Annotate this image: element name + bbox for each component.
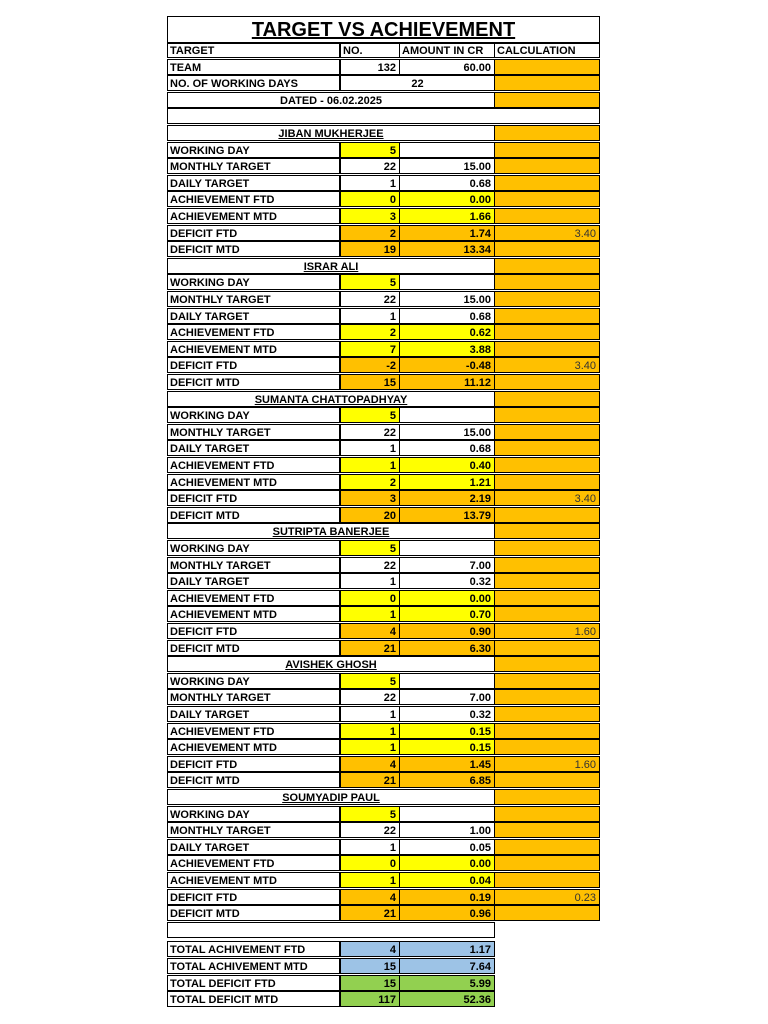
deficit-ftd-no[interactable]: 4 (340, 756, 400, 772)
monthly-target-row (167, 822, 600, 838)
total-amount[interactable]: 7.64 (399, 958, 495, 974)
total-label[interactable]: TOTAL DEFICIT MTD (167, 991, 340, 1007)
daily-target-amount[interactable]: 0.68 (399, 308, 495, 324)
working-day-calc[interactable] (494, 540, 600, 556)
header-calculation[interactable]: CALCULATION (494, 42, 600, 58)
deficit-ftd-label[interactable]: DEFICIT FTD (167, 623, 340, 639)
deficit-mtd-no[interactable]: 21 (340, 905, 400, 921)
total-row (167, 941, 600, 957)
team-no[interactable]: 132 (340, 59, 400, 75)
monthly-target-row (167, 424, 600, 440)
working-day-calc[interactable] (494, 142, 600, 158)
dated-label[interactable]: DATED - 06.02.2025 (167, 92, 495, 108)
person-calc[interactable] (494, 391, 600, 407)
working-days-row (167, 75, 600, 91)
achievement-ftd-row (167, 324, 600, 340)
daily-target-row (167, 573, 600, 589)
daily-target-calc[interactable] (494, 308, 600, 324)
monthly-target-calc[interactable] (494, 424, 600, 440)
working-day-amount[interactable] (399, 142, 495, 158)
header-no[interactable]: NO. (340, 42, 400, 58)
monthly-target-amount[interactable]: 15.00 (399, 424, 495, 440)
achievement-ftd-label[interactable]: ACHIEVEMENT FTD (167, 324, 340, 340)
deficit-ftd-amount[interactable]: 0.90 (399, 623, 495, 639)
working-day-no[interactable]: 5 (340, 806, 400, 822)
person-name-row (167, 391, 600, 407)
working-day-amount[interactable] (399, 407, 495, 423)
deficit-mtd-amount[interactable]: 11.12 (399, 374, 495, 390)
daily-target-no[interactable]: 1 (340, 706, 400, 722)
deficit-mtd-calc[interactable] (494, 507, 600, 523)
daily-target-row (167, 706, 600, 722)
daily-target-label[interactable]: DAILY TARGET (167, 706, 340, 722)
deficit-ftd-amount[interactable]: 2.19 (399, 490, 495, 506)
deficit-mtd-calc[interactable] (494, 640, 600, 656)
achievement-mtd-row (167, 872, 600, 888)
person-calc[interactable] (494, 656, 600, 672)
achievement-ftd-no[interactable]: 1 (340, 457, 400, 473)
daily-target-no[interactable]: 1 (340, 175, 400, 191)
monthly-target-amount[interactable]: 1.00 (399, 822, 495, 838)
achievement-mtd-label[interactable]: ACHIEVEMENT MTD (167, 341, 340, 357)
deficit-mtd-no[interactable]: 19 (340, 241, 400, 257)
achievement-ftd-label[interactable]: ACHIEVEMENT FTD (167, 855, 340, 871)
total-row (167, 991, 600, 1007)
deficit-mtd-calc[interactable] (494, 241, 600, 257)
working-day-no[interactable]: 5 (340, 407, 400, 423)
monthly-target-label[interactable]: MONTHLY TARGET (167, 822, 340, 838)
achievement-ftd-no[interactable]: 0 (340, 590, 400, 606)
achievement-mtd-no[interactable]: 2 (340, 474, 400, 490)
deficit-ftd-label[interactable]: DEFICIT FTD (167, 756, 340, 772)
working-day-calc[interactable] (494, 673, 600, 689)
working-days-value[interactable]: 22 (340, 75, 495, 91)
deficit-ftd-calc[interactable]: 3.40 (494, 357, 600, 373)
deficit-mtd-no[interactable]: 20 (340, 507, 400, 523)
achievement-ftd-calc[interactable] (494, 191, 600, 207)
daily-target-no[interactable]: 1 (340, 440, 400, 456)
working-day-label[interactable]: WORKING DAY (167, 540, 340, 556)
daily-target-no[interactable]: 1 (340, 573, 400, 589)
daily-target-calc[interactable] (494, 440, 600, 456)
achievement-ftd-calc[interactable] (494, 457, 600, 473)
achievement-mtd-row (167, 606, 600, 622)
deficit-ftd-row (167, 889, 600, 905)
working-day-calc[interactable] (494, 407, 600, 423)
person-name-row (167, 258, 600, 274)
deficit-mtd-calc[interactable] (494, 374, 600, 390)
deficit-mtd-row (167, 241, 600, 257)
daily-target-label[interactable]: DAILY TARGET (167, 175, 340, 191)
deficit-mtd-row (167, 772, 600, 788)
achievement-ftd-label[interactable]: ACHIEVEMENT FTD (167, 590, 340, 606)
total-label[interactable]: TOTAL ACHIVEMENT FTD (167, 941, 340, 957)
achievement-mtd-calc[interactable] (494, 606, 600, 622)
deficit-mtd-amount[interactable]: 6.85 (399, 772, 495, 788)
working-day-no[interactable]: 5 (340, 142, 400, 158)
deficit-mtd-calc[interactable] (494, 772, 600, 788)
achievement-mtd-no[interactable]: 1 (340, 739, 400, 755)
achievement-mtd-row (167, 739, 600, 755)
deficit-mtd-no[interactable]: 21 (340, 640, 400, 656)
monthly-target-no[interactable]: 22 (340, 158, 400, 174)
achievement-ftd-no[interactable]: 2 (340, 324, 400, 340)
achievement-ftd-row (167, 855, 600, 871)
daily-target-amount[interactable]: 0.68 (399, 440, 495, 456)
working-day-row (167, 806, 600, 822)
achievement-mtd-no[interactable]: 1 (340, 606, 400, 622)
deficit-ftd-no[interactable]: -2 (340, 357, 400, 373)
working-day-no[interactable]: 5 (340, 540, 400, 556)
achievement-ftd-amount[interactable]: 0.15 (399, 723, 495, 739)
deficit-ftd-calc[interactable]: 0.23 (494, 889, 600, 905)
achievement-mtd-amount[interactable]: 0.04 (399, 872, 495, 888)
monthly-target-row (167, 158, 600, 174)
deficit-ftd-calc[interactable]: 3.40 (494, 225, 600, 241)
working-day-amount[interactable] (399, 274, 495, 290)
monthly-target-no[interactable]: 22 (340, 689, 400, 705)
person-name[interactable]: AVISHEK GHOSH (167, 656, 495, 672)
monthly-target-calc[interactable] (494, 291, 600, 307)
achievement-ftd-label[interactable]: ACHIEVEMENT FTD (167, 191, 340, 207)
achievement-mtd-amount[interactable]: 1.66 (399, 208, 495, 224)
monthly-target-row (167, 291, 600, 307)
monthly-target-no[interactable]: 22 (340, 822, 400, 838)
monthly-target-label[interactable]: MONTHLY TARGET (167, 557, 340, 573)
deficit-mtd-row (167, 905, 600, 921)
dated-row (167, 92, 600, 108)
deficit-mtd-label[interactable]: DEFICIT MTD (167, 640, 340, 656)
daily-target-label[interactable]: DAILY TARGET (167, 573, 340, 589)
blank-row (167, 108, 600, 124)
person-name[interactable]: JIBAN MUKHERJEE (167, 125, 495, 141)
achievement-ftd-amount[interactable]: 0.00 (399, 191, 495, 207)
monthly-target-calc[interactable] (494, 822, 600, 838)
person-name[interactable]: SUTRIPTA BANERJEE (167, 523, 495, 539)
working-day-calc[interactable] (494, 806, 600, 822)
total-no[interactable]: 117 (340, 991, 400, 1007)
deficit-mtd-amount[interactable]: 6.30 (399, 640, 495, 656)
deficit-ftd-amount[interactable]: 0.19 (399, 889, 495, 905)
deficit-mtd-calc[interactable] (494, 905, 600, 921)
person-calc[interactable] (494, 125, 600, 141)
achievement-mtd-row (167, 341, 600, 357)
monthly-target-calc[interactable] (494, 689, 600, 705)
total-no[interactable]: 4 (340, 941, 400, 957)
deficit-mtd-amount[interactable]: 13.34 (399, 241, 495, 257)
person-name[interactable]: SOUMYADIP PAUL (167, 789, 495, 805)
deficit-ftd-amount[interactable]: 1.74 (399, 225, 495, 241)
deficit-mtd-row (167, 640, 600, 656)
achievement-mtd-no[interactable]: 3 (340, 208, 400, 224)
daily-target-label[interactable]: DAILY TARGET (167, 440, 340, 456)
total-amount[interactable]: 1.17 (399, 941, 495, 957)
achievement-mtd-calc[interactable] (494, 872, 600, 888)
working-day-label[interactable]: WORKING DAY (167, 274, 340, 290)
total-row (167, 958, 600, 974)
achievement-mtd-amount[interactable]: 1.21 (399, 474, 495, 490)
achievement-mtd-label[interactable]: ACHIEVEMENT MTD (167, 208, 340, 224)
person-calc[interactable] (494, 523, 600, 539)
achievement-ftd-row (167, 191, 600, 207)
achievement-ftd-calc[interactable] (494, 723, 600, 739)
person-calc[interactable] (494, 258, 600, 274)
deficit-ftd-row (167, 357, 600, 373)
person-name[interactable]: SUMANTA CHATTOPADHYAY (167, 391, 495, 407)
team-calc[interactable] (494, 59, 600, 75)
team-row (167, 59, 600, 75)
achievement-ftd-label[interactable]: ACHIEVEMENT FTD (167, 723, 340, 739)
deficit-mtd-label[interactable]: DEFICIT MTD (167, 772, 340, 788)
deficit-mtd-label[interactable]: DEFICIT MTD (167, 374, 340, 390)
header-target[interactable]: TARGET (167, 42, 340, 58)
daily-target-row (167, 175, 600, 191)
deficit-ftd-no[interactable]: 2 (340, 225, 400, 241)
achievement-mtd-calc[interactable] (494, 341, 600, 357)
working-day-no[interactable]: 5 (340, 274, 400, 290)
working-day-amount[interactable] (399, 673, 495, 689)
working-day-amount[interactable] (399, 540, 495, 556)
daily-target-calc[interactable] (494, 839, 600, 855)
total-row (167, 975, 600, 991)
achievement-mtd-label[interactable]: ACHIEVEMENT MTD (167, 872, 340, 888)
blank-cell[interactable] (167, 108, 600, 124)
daily-target-amount[interactable]: 0.32 (399, 573, 495, 589)
header-row (167, 42, 600, 58)
working-day-label[interactable]: WORKING DAY (167, 806, 340, 822)
achievement-ftd-calc[interactable] (494, 855, 600, 871)
deficit-ftd-row (167, 490, 600, 506)
blank-cell[interactable] (167, 922, 495, 938)
deficit-ftd-row (167, 225, 600, 241)
daily-target-no[interactable]: 1 (340, 308, 400, 324)
daily-target-no[interactable]: 1 (340, 839, 400, 855)
deficit-mtd-no[interactable]: 15 (340, 374, 400, 390)
monthly-target-no[interactable]: 22 (340, 291, 400, 307)
achievement-mtd-amount[interactable]: 0.70 (399, 606, 495, 622)
monthly-target-label[interactable]: MONTHLY TARGET (167, 689, 340, 705)
monthly-target-calc[interactable] (494, 158, 600, 174)
monthly-target-row (167, 557, 600, 573)
monthly-target-label[interactable]: MONTHLY TARGET (167, 424, 340, 440)
achievement-mtd-calc[interactable] (494, 208, 600, 224)
daily-target-calc[interactable] (494, 573, 600, 589)
achievement-mtd-label[interactable]: ACHIEVEMENT MTD (167, 474, 340, 490)
working-day-label[interactable]: WORKING DAY (167, 142, 340, 158)
person-name[interactable]: ISRAR ALI (167, 258, 495, 274)
team-amount[interactable]: 60.00 (399, 59, 495, 75)
monthly-target-amount[interactable]: 7.00 (399, 689, 495, 705)
person-name-row (167, 789, 600, 805)
working-day-row (167, 274, 600, 290)
deficit-mtd-label[interactable]: DEFICIT MTD (167, 905, 340, 921)
deficit-ftd-label[interactable]: DEFICIT FTD (167, 225, 340, 241)
working-days-label[interactable]: NO. OF WORKING DAYS (167, 75, 340, 91)
achievement-mtd-row (167, 208, 600, 224)
achievement-ftd-no[interactable]: 1 (340, 723, 400, 739)
working-day-row (167, 540, 600, 556)
dated-calc[interactable] (494, 92, 600, 108)
total-label[interactable]: TOTAL DEFICIT FTD (167, 975, 340, 991)
monthly-target-amount[interactable]: 15.00 (399, 291, 495, 307)
deficit-ftd-amount[interactable]: -0.48 (399, 357, 495, 373)
deficit-ftd-row (167, 623, 600, 639)
monthly-target-label[interactable]: MONTHLY TARGET (167, 158, 340, 174)
monthly-target-calc[interactable] (494, 557, 600, 573)
team-label[interactable]: TEAM (167, 59, 340, 75)
deficit-ftd-no[interactable]: 4 (340, 623, 400, 639)
achievement-mtd-no[interactable]: 1 (340, 872, 400, 888)
achievement-ftd-calc[interactable] (494, 324, 600, 340)
monthly-target-amount[interactable]: 7.00 (399, 557, 495, 573)
total-label[interactable]: TOTAL ACHIVEMENT MTD (167, 958, 340, 974)
working-day-label[interactable]: WORKING DAY (167, 407, 340, 423)
deficit-mtd-label[interactable]: DEFICIT MTD (167, 507, 340, 523)
achievement-mtd-no[interactable]: 7 (340, 341, 400, 357)
working-day-amount[interactable] (399, 806, 495, 822)
deficit-ftd-label[interactable]: DEFICIT FTD (167, 490, 340, 506)
deficit-ftd-no[interactable]: 4 (340, 889, 400, 905)
achievement-ftd-amount[interactable]: 0.00 (399, 855, 495, 871)
achievement-mtd-label[interactable]: ACHIEVEMENT MTD (167, 606, 340, 622)
daily-target-calc[interactable] (494, 706, 600, 722)
daily-target-calc[interactable] (494, 175, 600, 191)
total-amount[interactable]: 5.99 (399, 975, 495, 991)
deficit-ftd-calc[interactable]: 1.60 (494, 756, 600, 772)
working-day-row (167, 407, 600, 423)
achievement-ftd-calc[interactable] (494, 590, 600, 606)
achievement-ftd-row (167, 590, 600, 606)
achievement-mtd-calc[interactable] (494, 739, 600, 755)
achievement-mtd-amount[interactable]: 3.88 (399, 341, 495, 357)
working-day-label[interactable]: WORKING DAY (167, 673, 340, 689)
working-day-no[interactable]: 5 (340, 673, 400, 689)
deficit-ftd-calc[interactable]: 3.40 (494, 490, 600, 506)
daily-target-label[interactable]: DAILY TARGET (167, 308, 340, 324)
achievement-mtd-row (167, 474, 600, 490)
working-day-calc[interactable] (494, 274, 600, 290)
achievement-ftd-no[interactable]: 0 (340, 191, 400, 207)
achievement-mtd-calc[interactable] (494, 474, 600, 490)
deficit-ftd-label[interactable]: DEFICIT FTD (167, 357, 340, 373)
total-no[interactable]: 15 (340, 958, 400, 974)
deficit-ftd-amount[interactable]: 1.45 (399, 756, 495, 772)
total-no[interactable]: 15 (340, 975, 400, 991)
deficit-mtd-row (167, 507, 600, 523)
daily-target-row (167, 839, 600, 855)
monthly-target-no[interactable]: 22 (340, 557, 400, 573)
achievement-mtd-label[interactable]: ACHIEVEMENT MTD (167, 739, 340, 755)
deficit-ftd-no[interactable]: 3 (340, 490, 400, 506)
achievement-ftd-label[interactable]: ACHIEVEMENT FTD (167, 457, 340, 473)
achievement-ftd-amount[interactable]: 0.40 (399, 457, 495, 473)
daily-target-amount[interactable]: 0.32 (399, 706, 495, 722)
working-day-row (167, 142, 600, 158)
person-name-row (167, 656, 600, 672)
monthly-target-no[interactable]: 22 (340, 424, 400, 440)
person-name-row (167, 125, 600, 141)
daily-target-row (167, 308, 600, 324)
total-amount[interactable]: 52.36 (399, 991, 495, 1007)
deficit-ftd-calc[interactable]: 1.60 (494, 623, 600, 639)
achievement-ftd-row (167, 723, 600, 739)
deficit-mtd-label[interactable]: DEFICIT MTD (167, 241, 340, 257)
deficit-ftd-row (167, 756, 600, 772)
deficit-mtd-amount[interactable]: 13.79 (399, 507, 495, 523)
daily-target-row (167, 440, 600, 456)
achievement-ftd-row (167, 457, 600, 473)
achievement-ftd-amount[interactable]: 0.00 (399, 590, 495, 606)
person-name-row (167, 523, 600, 539)
achievement-ftd-no[interactable]: 0 (340, 855, 400, 871)
deficit-mtd-row (167, 374, 600, 390)
monthly-target-amount[interactable]: 15.00 (399, 158, 495, 174)
daily-target-label[interactable]: DAILY TARGET (167, 839, 340, 855)
working-days-calc[interactable] (494, 75, 600, 91)
deficit-mtd-amount[interactable]: 0.96 (399, 905, 495, 921)
sheet-title: TARGET VS ACHIEVEMENT (167, 16, 600, 44)
header-amount[interactable]: AMOUNT IN CR (399, 42, 495, 58)
achievement-mtd-amount[interactable]: 0.15 (399, 739, 495, 755)
achievement-ftd-amount[interactable]: 0.62 (399, 324, 495, 340)
blank-row (167, 922, 600, 938)
deficit-mtd-no[interactable]: 21 (340, 772, 400, 788)
monthly-target-row (167, 689, 600, 705)
monthly-target-label[interactable]: MONTHLY TARGET (167, 291, 340, 307)
daily-target-amount[interactable]: 0.05 (399, 839, 495, 855)
working-day-row (167, 673, 600, 689)
daily-target-amount[interactable]: 0.68 (399, 175, 495, 191)
deficit-ftd-label[interactable]: DEFICIT FTD (167, 889, 340, 905)
person-calc[interactable] (494, 789, 600, 805)
